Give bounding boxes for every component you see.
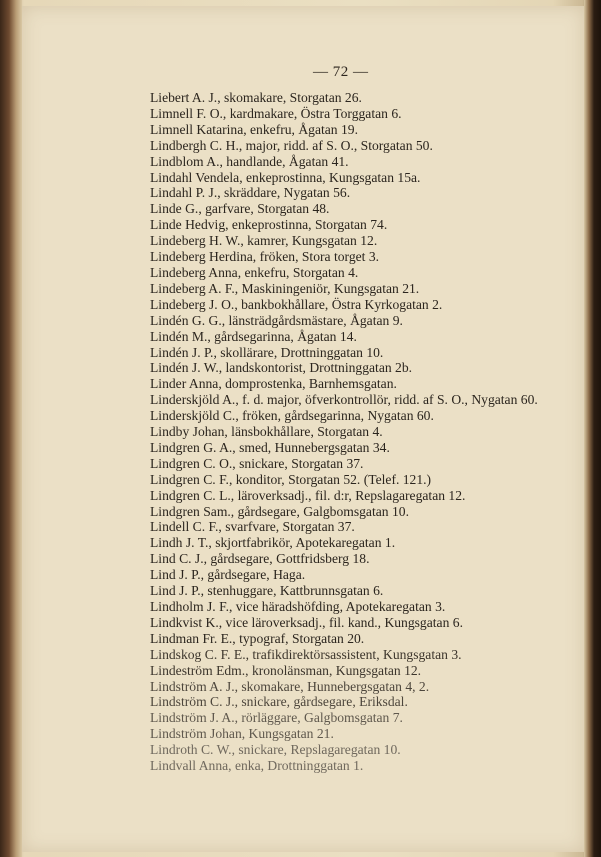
directory-entry: Linde G., garfvare, Storgatan 48. xyxy=(150,201,330,217)
directory-entry: Lind J. P., gårdsegare, Haga. xyxy=(150,567,306,583)
directory-entry: Linderskjöld C., fröken, gårdsegarinna, Nygatan 60. xyxy=(150,408,434,424)
directory-entry: Lindström C. J., snickare, gårdsegare, Eriksdal. xyxy=(150,694,408,710)
directory-entry: Lindström A. J., skomakare, Hunnebergsgatan 4, 2. xyxy=(150,678,430,694)
directory-entry: Lindblom A., handlande, Ågatan 41. xyxy=(150,153,349,169)
page-number: — 72 — xyxy=(313,64,369,80)
directory-entry: Linder Anna, domprostenka, Barnhemsgatan. xyxy=(150,376,397,392)
directory-entry: Linde Hedvig, enkeprostinna, Storgatan 74. xyxy=(150,217,388,233)
directory-entry: Lindroth C. W., snickare, Repslagaregatan 10. xyxy=(150,742,401,758)
directory-entry: Lindgren C. O., snickare, Storgatan 37. xyxy=(150,455,364,471)
directory-entry: Lindeberg Anna, enkefru, Storgatan 4. xyxy=(150,264,359,280)
directory-entry: Lindby Johan, länsbokhållare, Storgatan 4. xyxy=(150,424,383,440)
book-left-edge xyxy=(0,0,22,857)
directory-entry: Limnell F. O., kardmakare, Östra Torggatan 6. xyxy=(150,105,402,121)
directory-entry: Linderskjöld A., f. d. major, öfverkontrollör, ridd. af S. O., Nygatan 60. xyxy=(150,392,538,408)
directory-entry: Limnell Katarina, enkefru, Ågatan 19. xyxy=(150,121,358,137)
directory-entry: Lindman Fr. E., typograf, Storgatan 20. xyxy=(150,630,365,646)
directory-entry: Lindgren C. L., läroverksadj., fil. d:r, Repslagaregatan 12. xyxy=(150,487,466,503)
directory-entry: Lindén J. W., landskontorist, Drottninggatan 2b. xyxy=(150,360,413,376)
directory-entry: Lindeberg H. W., kamrer, Kungsgatan 12. xyxy=(150,233,378,249)
directory-entry: Lindén G. G., länsträdgårdsmästare, Ågatan 9. xyxy=(150,312,403,328)
directory-entry: Lindén M., gårdsegarinna, Ågatan 14. xyxy=(150,328,357,344)
directory-entry: Lindgren G. A., smed, Hunnebergsgatan 34. xyxy=(150,439,390,455)
directory-entry: Lindgren C. F., konditor, Storgatan 52. (Telef. 121.) xyxy=(150,471,432,487)
directory-entry: Lindahl Vendela, enkeprostinna, Kungsgatan 15a. xyxy=(150,169,421,185)
directory-entry: Lindvall Anna, enka, Drottninggatan 1. xyxy=(150,758,364,774)
directory-entry: Lindholm J. F., vice häradshöfding, Apotekaregatan 3. xyxy=(150,599,446,614)
directory-entry: Lind J. P., stenhuggare, Kattbrunnsgatan 6. xyxy=(150,583,384,599)
directory-entry: Lind C. J., gårdsegare, Gottfridsberg 18. xyxy=(150,551,370,567)
directory-list xyxy=(150,90,570,774)
book-spine xyxy=(584,0,601,857)
directory-entry: Lindh J. T., skjortfabrikör, Apotekaregatan 1. xyxy=(150,535,396,551)
directory-entry: Lindahl P. J., skräddare, Nygatan 56. xyxy=(150,185,351,201)
directory-entry: Lindeström Edm., kronolänsman, Kungsgatan 12. xyxy=(150,662,422,678)
directory-entry: Lindskog C. F. E., trafikdirektörsassistent, Kungsgatan 3. xyxy=(150,646,462,662)
directory-entry: Lindström J. A., rörläggare, Galgbomsgatan 7. xyxy=(150,710,403,726)
directory-entry: Lindeberg J. O., bankbokhållare, Östra Kyrkogatan 2. xyxy=(150,296,443,312)
directory-entry: Lindström Johan, Kungsgatan 21. xyxy=(150,726,334,742)
directory-entry: Lindell C. F., svarfvare, Storgatan 37. xyxy=(150,519,355,535)
directory-entry: Lindeberg A. F., Maskiningeniör, Kungsgatan 21. xyxy=(150,280,420,296)
directory-entry: Liebert A. J., skomakare, Storgatan 26. xyxy=(150,90,362,105)
directory-entry: Lindeberg Herdina, fröken, Stora torget 3. xyxy=(150,249,380,265)
directory-entry: Lindkvist K., vice läroverksadj., fil. kand., Kungsgatan 6. xyxy=(150,614,463,630)
directory-entry: Lindbergh C. H., major, ridd. af S. O., Storgatan 50. xyxy=(150,137,433,153)
directory-entry: Lindén J. P., skollärare, Drottninggatan 10. xyxy=(150,344,384,360)
directory-entry: Lindgren Sam., gårdsegare, Galgbomsgatan 10. xyxy=(150,503,409,519)
